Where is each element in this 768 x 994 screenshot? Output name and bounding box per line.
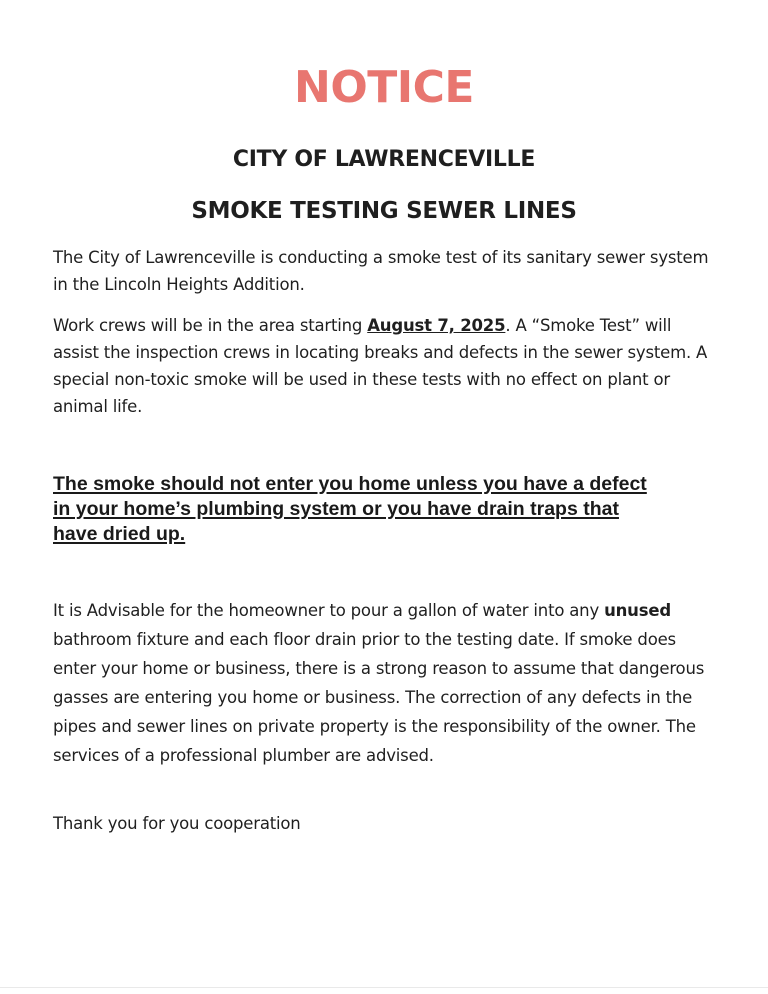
schedule-text-start: Work crews will be in the area starting <box>53 316 368 335</box>
schedule-paragraph <box>53 312 713 420</box>
schedule-text-end: . A “Smoke Test” will assist the inspection crews in locating breaks and defects in the sewer system. A special non-toxic smoke will be used in these tests with no effect on plant or animal life. <box>53 316 708 416</box>
city-heading: CITY OF LAWRENCEVILLE <box>232 147 536 172</box>
advisory-text-end: bathroom fixture and each floor drain prior to the testing date. If smoke does enter your home or business, there is a strong reason to assume that dangerous gasses are entering you home or business. The correction of any defects in the pipes and sewer lines on private property is the responsibility of the owner. The services of a professional plumber are advised. <box>53 630 705 765</box>
page-bottom-edge <box>0 987 768 988</box>
subject-heading: SMOKE TESTING SEWER LINES <box>191 198 577 224</box>
notice-title: NOTICE <box>294 62 474 113</box>
warning-statement: The smoke should not enter you home unless you have a defect in your home’s plumbing system or you have drain traps that have dried up. <box>53 473 647 545</box>
intro-paragraph: The City of Lawrenceville is conducting a smoke test of its sanitary sewer system in the Lincoln Heights Addition. <box>53 248 709 294</box>
advisory-emphasis: unused <box>604 601 671 620</box>
advisory-text-start: It is Advisable for the homeowner to pour a gallon of water into any <box>53 601 605 620</box>
closing-line: Thank you for you cooperation <box>53 814 301 833</box>
test-date: August 7, 2025 <box>367 316 506 335</box>
advisory-paragraph <box>53 596 713 770</box>
